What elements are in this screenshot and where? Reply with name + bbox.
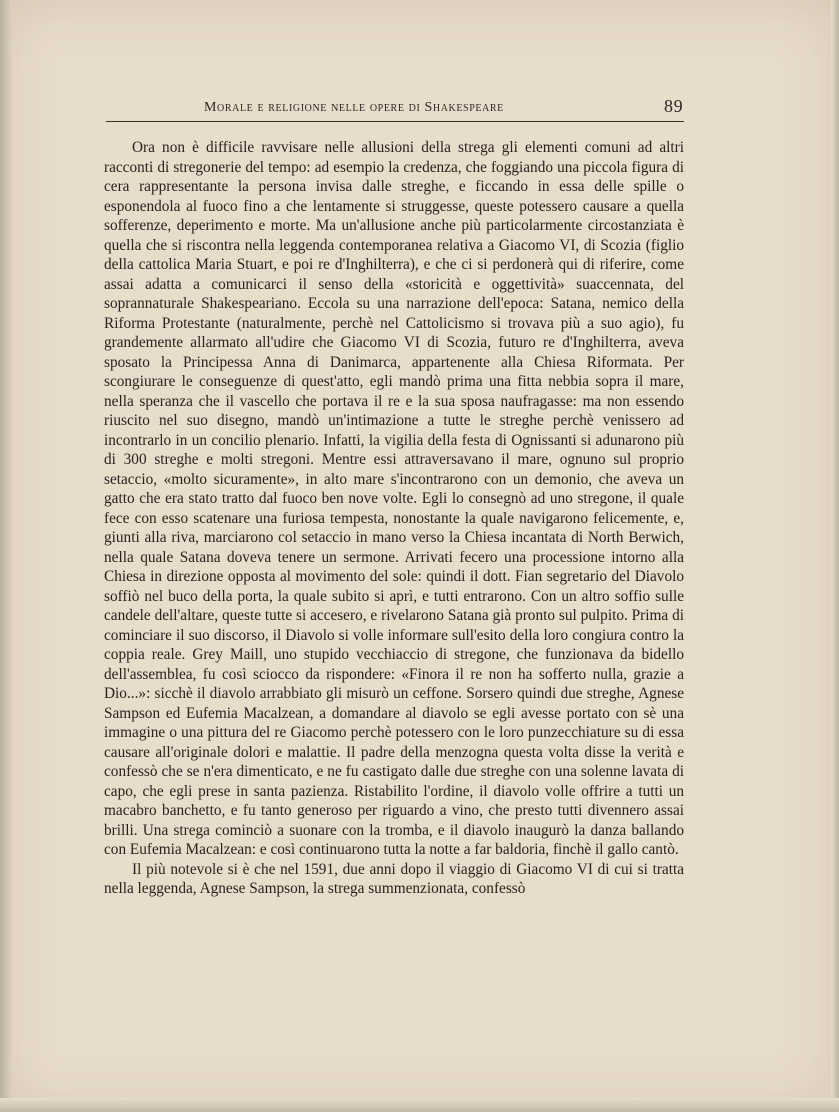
page-spine-shadow <box>0 0 12 1112</box>
page-bottom-edge <box>0 1098 839 1112</box>
paragraph-2: Il più notevole si è che nel 1591, due anni dopo il viaggio di Giacomo VI di cui si tratta nella leggenda, Agnese Sampson, la strega summenzionata, confessò <box>104 860 684 897</box>
body-text <box>104 138 684 899</box>
header-rule <box>106 121 684 122</box>
page-number: 89 <box>664 96 684 116</box>
running-header-title: Morale e religione nelle opere di Shakespeare <box>204 100 504 115</box>
paragraph-1: Ora non è difficile ravvisare nelle allusioni della strega gli elementi comuni ad altri racconti di stregonerie del tempo: ad esempio la credenza, che foggiando una piccola figura di cera rappresentante la persona invisa dalle streghe, e ficcando in essa delle spille o esponendola al fuoco fino a che lentamente si struggesse, queste potessero causare a quella sofferenze, deperimento e morte. Ma un'allusione anche più particolarmente circostanziata è quella che si riscontra nella leggenda contemporanea relativa a Giacomo VI, di Scozia (figlio della cattolica Maria Stuart, e poi re d'Inghilterra), e che ci si perdonerà qui di riferire, come assai adatta a comunicarci il senso della «storicità e oggettività» suaccennata, del soprannaturale Shakespeariano. Eccola su una narrazione dell'epoca: Satana, nemico della Riforma Protestante (naturalmente, perchè nel Cattolicismo si trovava più a suo agio), fu grandemente allarmato all'udire che Giacomo VI di Scozia, futuro re d'Inghilterra, aveva sposato la Principessa Anna di Danimarca, appartenente alla Chiesa Riformata. Per scongiurare le conseguenze di quest'atto, egli mandò prima una fitta nebbia sopra il mare, nella speranza che il vascello che portava il re e la sua sposa naufragasse: ma non essendo riuscito nel suo disegno, mandò un'intimazione a tutte le streghe perchè venissero ad incontrarlo in un concilio plenario. Infatti, la vigilia della festa di Ognissanti si adunarono più di 300 streghe e molti stregoni. Mentre essi attraversavano il mare, ognuno sul proprio setaccio, «molto sicuramente», in alto mare s'incontrarono con un demonio, che aveva un gatto che era stato tratto dal fuoco ben nove volte. Egli lo consegnò ad uno stregone, il quale fece con esso scatenare una furiosa tempesta, nonostante la quale navigarono felicemente, e, giunti alla riva, marciarono col setaccio in mano verso la Chiesa incantata di North Berwich, nella quale Satana doveva tenere un sermone. Arrivati fecero una processione intorno alla Chiesa in direzione opposta al movimento del sole: quindi il dott. Fian segretario del Diavolo soffiò nel buco della porta, la quale subito si aprì, e tutti entrarono. Con un altro soffio sulle candele dell'altare, queste tutte si accesero, e rivelarono Satana già pronto sul pulpito. Prima di cominciare il suo discorso, il Diavolo si volle informare sull'esito della loro congiura contro la coppia reale. Grey Maill, uno stupido vecchiaccio di stregone, che funzionava da bidello dell'assemblea, fu così sciocco da rispondere: «Finora il re non ha sofferto nulla, grazie a Dio...»: sicchè il diavolo arrabbiato gli misurò un ceffone. Sorsero quindi due streghe, Agnese Sampson ed Eufemia Macalzean, a domandare al diavolo se egli avesse portato con sè una immagine o una pittura del re Giacomo perchè potessero con le loro punzecchiature su di essa causare all'originale dolori e malattie. Il padre della menzogna questa volta disse la verità e confessò che se n'era dimenticato, e ne fu castigato dalle due streghe con una solenne lavata di capo, che egli prese in santa pazienza. Ristabilito l'ordine, il diavolo volle offrire a tutti un macabro banchetto, e fu tanto generoso per riguardo a vino, che presto tutti divennero assai brilli. Una strega cominciò a suonare con la tromba, e il diavolo inaugurò la danza ballando con Eufemia Macalzean: e così continuarono tutta la notte a far baldoria, finchè il gallo cantò. <box>104 139 684 858</box>
page-right-edge <box>831 0 839 1112</box>
